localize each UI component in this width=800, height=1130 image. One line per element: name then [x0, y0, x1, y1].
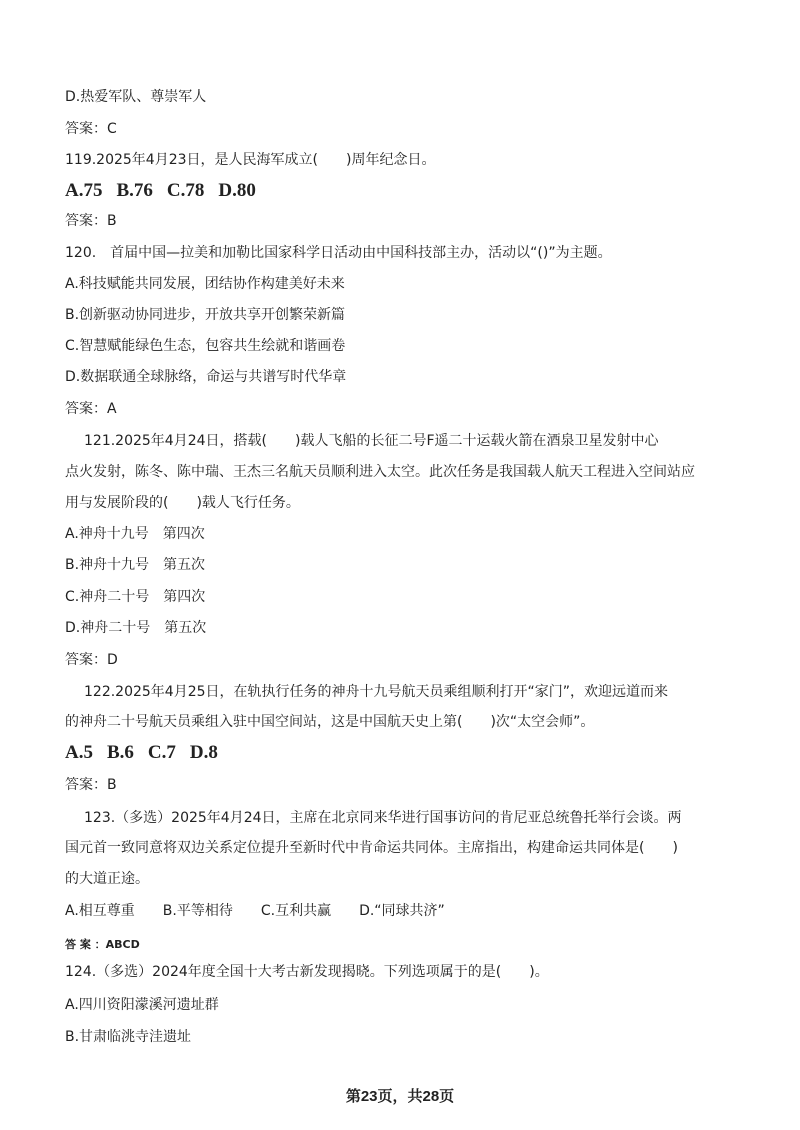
question-121: 121.2025年4月24日，搭载( )载人飞船的长征二号F遥二十运载火箭在酒泉卫星发射中心: [84, 433, 659, 449]
question-122: 122.2025年4月25日，在轨执行任务的神舟十九号航天员乘组顺利打开“家门”，欢迎远道而来: [84, 684, 669, 700]
question-124: 124.（多选）2024年度全国十大考古新发现揭晓。下列选项属于的是( )。: [65, 964, 549, 980]
question-120: 120. 首届中国—拉美和加勒比国家科学日活动由中国科技部主办，活动以“()”为主题。: [65, 245, 612, 261]
option-line: B.创新驱动协同进步，开放共享开创繁荣新篇: [65, 307, 346, 323]
option-line: D.热爱军队、尊崇军人: [65, 89, 207, 105]
answer-line: 答案：C: [65, 121, 117, 137]
answer-line: 答案：B: [65, 777, 117, 793]
option-d: D.80: [218, 180, 256, 201]
option-b: B.平等相待: [162, 903, 233, 919]
question-123-cont: 的大道正途。: [65, 871, 149, 887]
option-d: D.8: [189, 742, 218, 763]
question-121-cont: 用与发展阶段的( )载人飞行任务。: [65, 495, 300, 511]
answer-line: 答 案 ：ABCD: [65, 938, 140, 951]
question-123: 123.（多选）2025年4月24日，主席在北京同来华进行国事访问的肯尼亚总统鲁托举行会谈。两: [84, 810, 682, 826]
q119-options: [65, 179, 270, 203]
option-c: C.78: [166, 180, 205, 201]
option-c: C.7: [147, 742, 176, 763]
option-line: B.神舟十九号 第五次: [65, 557, 206, 573]
question-123-cont: 国元首一致同意将双边关系定位提升至新时代中肯命运共同体。主席指出，构建命运共同体是( ): [65, 840, 678, 856]
option-c: C.互利共赢: [260, 903, 332, 919]
q123-options: [65, 901, 473, 921]
q122-options: [65, 741, 232, 765]
option-b: B.76: [116, 180, 153, 201]
option-line: A.科技赋能共同发展，团结协作构建美好未来: [65, 276, 345, 292]
option-a: A.5: [65, 742, 93, 763]
option-line: C.神舟二十号 第四次: [65, 589, 206, 605]
answer-line: 答案：D: [65, 652, 118, 668]
option-line: C.智慧赋能绿色生态，包容共生绘就和谐画卷: [65, 338, 346, 354]
question-119: 119.2025年4月23日，是人民海军成立( )周年纪念日。: [65, 152, 436, 168]
option-b: B.6: [106, 742, 134, 763]
question-122-cont: 的神舟二十号航天员乘组入驻中国空间站，这是中国航天史上第( )次“太空会师”。: [65, 714, 595, 730]
option-d: D.“同球共济”: [359, 903, 445, 919]
page-footer: 第23页，共28页: [345, 1088, 455, 1105]
option-line: A.四川资阳濛溪河遗址群: [65, 997, 219, 1013]
question-121-cont: 点火发射，陈冬、陈中瑞、王杰三名航天员顺利进入太空。此次任务是我国载人航天工程进入空间站应: [65, 464, 695, 480]
option-line: B.甘肃临洮寺洼遗址: [65, 1029, 192, 1045]
answer-line: 答案：B: [65, 213, 117, 229]
option-a: A.相互尊重: [65, 903, 135, 919]
option-a: A.75: [65, 180, 103, 201]
option-line: D.神舟二十号 第五次: [65, 620, 207, 636]
option-line: A.神舟十九号 第四次: [65, 526, 205, 542]
option-line: D.数据联通全球脉络，命运与共谱写时代华章: [65, 369, 347, 385]
answer-line: 答案：A: [65, 401, 117, 417]
